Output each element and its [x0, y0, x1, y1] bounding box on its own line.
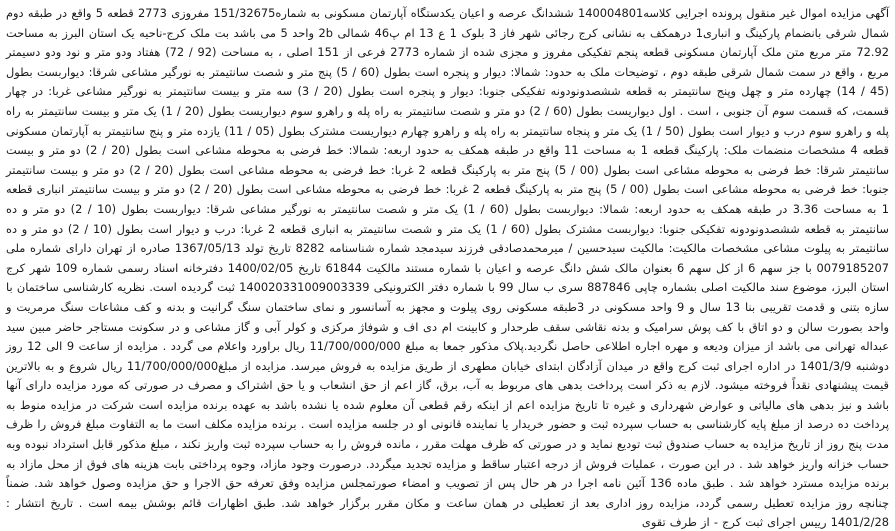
notice-text: آگهی مزایده اموال غیر منقول پرونده اجرایی کلاسه140004801 ششدانگ عرصه و اعیان یکدستگاه آپارتمان مسکونی به شماره151/32675 مفروزی 2773 قطعه 5 واقع در طبقه دوم شمال شرقی بانضمام پارکینگ و انباری1 درهمکف به نشانی کرج رجائی شهر فاز 3 بلوک 1 ع 13 ام پ46 شمالی 2b واحد 5 می باشد بت ملک کرج-ناحیه یک استان البرز به مساحت 72.92 متر مربع متن ملک آپارتمان مسکونی قطعه پنجم تفکیکی مفروز و مجزی شده از شماره 2773 فرعی از 151 اصلی ، به مساحت (92 / 72) هفتاد ودو متر و نود ودو دسیمتر مربع ، واقع در سمت شمال شرقی طبقه دوم ، توضیحات ملک به حدود: شمالا: دیوار و پنجره است بطول (60 / 5) پنج متر و شصت سانتیمتر به نورگیر مشاعی شرقا: دیواربست بطول (45 / 14) چهارده متر و چهل وپنج سانتیمتر به قطعه ششصدونودونه تفکیکی جنوبا: دیوار و پنجره است بطول (20 / 3) سه متر و بیست سانتیمتر به نورگیر مشاعی غربا: در چهار قسمت، که قسمت سوم آن جنوبی ، است . اول دیواریست بطول (60 / 2) دو متر و شصت سانتیمتر به راه پله و راهرو سوم دیواریست بطول (20 / 1) یک متر و بیست سانتیمتر به راه پله و راهرو سوم درب و دیوار است بطول (50 / 1) یک متر و پنجاه سانتیمتر به راه پله و راهرو چهارم دیواریست مشترک بطول (05 / 11) یازده متر و پنج سانتیمتر به آپارتمان مسکونی قطعه 4 مشخصات منضمات ملک: پارکینگ قطعه 1 به مساحت 11 واقع در طبقه همکف به حدود اربعه: شمالا: خط فرضی به محوطه مشاعی است بطول (20 / 2) دو متر و بیست سانتیمتر شرقا: خط فرضی به محوطه مشاعی است بطول (00 / 5) پنج متر به پارکینگ قطعه 2 غربا: خط فرضی به محوطه مشاعی است بطول (20 / 2) دو متر و بیست سانتیمتر جنوبا: خط فرضی به محوطه مشاعی است بطول (00 / 5) پنج متر به پارکینگ قطعه 2 غربا: خط فرضی به محوطه مشاعی است بطول (20 / 2) دو متر و بیست سانتیمتر انباری قطعه 1 به مساحت 3.36 در طبقه همکف به حدود اربعه: شمالا: دیواربست بطول (60 / 1) یک متر و شصت سانتیمتر به نورگیر مشاعی شرقا: دیواربست بطول (10 / 2) دو متر و ده سانتیمتر به قطعه ششصدونودونه تفکیکی جنوبا: دیواربست مشترک بطول (60 / 1) یک متر و شصت سانتیمتر به انباری قطعه 2 غربا: درب و دیوار است بطول (10 / 2) دو متر و ده سانتیمتر به پیلوت مشاعی مشخصات مالکیت: مالکیت سیدحسین / میرمحمدصادقی فرزند سیدمجد شماره شناسنامه 8282 تاریخ تولد 1367/05/13 صادره از تهران دارای شماره ملی 0079185207 با جز سهم 6 از کل سهم 6 بعنوان مالک شش دانگ عرصه و اعیان با شماره مستند مالکیت 61844 تاریخ 1400/02/05 دفترخانه اسناد رسمی شماره 109 شهر کرج استان البرز، موضوع سند مالکیت اصلی بشماره چاپی 887846 سری ب سال 99 با شماره دفتر الکترونیکی 140020331009003339 ثبت گردیده است. نظریه کارشناسی ساختمان با سازه بتنی و قدمت تقریبی بنا 13 سال و 9 واحد مسکونی در 3طبقه مسکونی روی پیلوت و مجهز به آسانسور و نمای ساختمان سنگ گرانیت و بدنه و کف مشاعات سنگ مرمریت و واحد بصورت سالن و دو اتاق با کف پوش سرامیک و بدنه نقاشی سقف طرحدار و کابینت ام دی اف و شوفاژ مرکزی و کولر آبی و گاز مشاعی و در سکونت مستاجر حاضر مبین سید عبداله تهرانی می باشد از میزان ودیعه و مهره اجاره اطلاعی حاصل نگردید.پلاک مذکور جمعا به مبلغ 11/700/000/000 ریال براورد واعلام می گردد . مزایده از ساعت 9 الی 12 روز دوشنبه 1401/3/9 در اداره اجرای ثبت کرج واقع در میدان آزادگان ابتدای خیابان مطهری از طریق مزایده به فروش میرسد. مزایده از مبلغ11/700/000/000 ریال شروع و به بالاترین قیمت پیشنهادی نقداً فروخته میشود. لازم به ذکر است پرداخت بدهی های مربوط به آب، برق، گاز اعم از حق انشعاب و یا حق اشتراک و مصرف در صورتی که مورد مزایده دارای آنها باشد و نیز بدهی های مالیاتی و عوارض شهرداری و غیره تا تاریخ مزایده اعم از اینکه رقم قطعی آن معلوم شده یا نشده باشد به عهده برنده مزایده است شرکت در مزایده منوط به پرداخت ده درصد از مبلغ پایه کارشناسی به حساب سپرده ثبت و حضور خریدار یا نماینده قانونی او در جلسه مزایده است . برنده مزایده مکلف است ما به التفاوت مبلغ فروش را ظرف مدت پنج روز از تاریخ مزایده به حساب صندوق ثبت تودیع نماید و در صورتی که ظرف مهلت مقرر ، مانده فروش را به حساب سپرده ثبت واریز نکند ، مبلغ مذکور قابل استرداد نبوده وبه حساب خزانه واریز خواهد شد . در این صورت ، عملیات فروش از درجه اعتبار ساقط و مزایده تجدید میگردد. درصورت وجود مازاد، وجوه پرداختی بابت هزینه های فوق از محل مازاد به برنده مزایده مسترد خواهد شد . طبق ماده 136 آئین نامه اجرا در هر حال پس از تصویب و امضاء صورتمجلس مزایده وفق تعرفه حق الاجرا و حق مزایده وصول خواهد شد. ضمناً چنانچه روز مزایده تعطیل رسمی گردد، مزایده روز اداری بعد از تعطیلی در همان ساعت و مکان مقرر برگزار خواهد شد. طبق اظهارات قائم بوشش بیمه است . تاریخ انتشار : 1401/2/28 رییس اجرای ثبت کرج - از طرف تقوی — [6, 6, 890, 530]
